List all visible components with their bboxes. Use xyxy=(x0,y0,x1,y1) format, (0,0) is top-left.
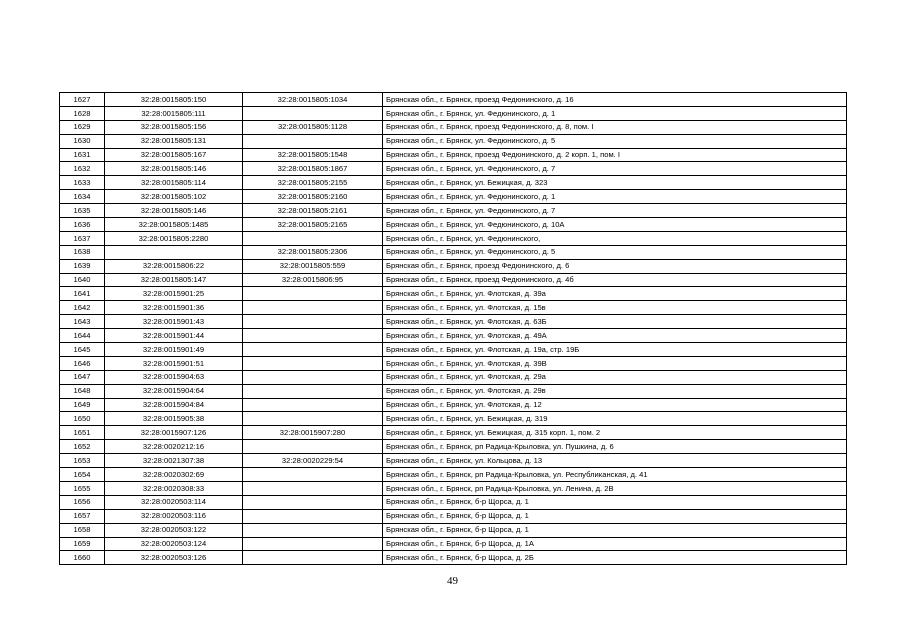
row-number-cell: 1648 xyxy=(60,384,105,398)
address-cell: Брянская обл., г. Брянск, проезд Федюнинского, д. 16 xyxy=(383,93,847,107)
address-cell: Брянская обл., г. Брянск, ул. Флотская, д. 29в xyxy=(383,384,847,398)
cadastral-number-cell: 32:28:0015901:36 xyxy=(105,301,243,315)
cadastral-number-cell: 32:28:0015805:150 xyxy=(105,93,243,107)
address-cell: Брянская обл., г. Брянск, ул. Бежицкая, д. 323 xyxy=(383,176,847,190)
cadastral-number-cell: 32:28:0015904:84 xyxy=(105,398,243,412)
table-row xyxy=(60,495,847,509)
address-cell: Брянская обл., г. Брянск, ул. Федюнинского, д. 5 xyxy=(383,134,847,148)
row-number-cell: 1652 xyxy=(60,440,105,454)
table-row xyxy=(60,329,847,343)
related-cadastral-number-cell xyxy=(243,440,383,454)
row-number-cell: 1632 xyxy=(60,162,105,176)
row-number-cell: 1628 xyxy=(60,106,105,120)
row-number-cell: 1657 xyxy=(60,509,105,523)
related-cadastral-number-cell: 32:28:0015805:2306 xyxy=(243,245,383,259)
cadastral-number-cell: 32:28:0015901:44 xyxy=(105,329,243,343)
table-row xyxy=(60,481,847,495)
cadastral-number-cell: 32:28:0020503:114 xyxy=(105,495,243,509)
address-cell: Брянская обл., г. Брянск, ул. Федюнинского, д. 1 xyxy=(383,106,847,120)
row-number-cell: 1638 xyxy=(60,245,105,259)
row-number-cell: 1643 xyxy=(60,315,105,329)
table-row xyxy=(60,426,847,440)
address-cell: Брянская обл., г. Брянск, ул. Флотская, д. 39а xyxy=(383,287,847,301)
cadastral-number-cell: 32:28:0015904:64 xyxy=(105,384,243,398)
table-row xyxy=(60,259,847,273)
address-cell: Брянская обл., г. Брянск, ул. Федюнинского, д. 7 xyxy=(383,204,847,218)
related-cadastral-number-cell: 32:28:0015805:1128 xyxy=(243,120,383,134)
related-cadastral-number-cell: 32:28:0015805:1548 xyxy=(243,148,383,162)
address-cell: Брянская обл., г. Брянск, ул. Бежицкая, д. 315 корп. 1, пом. 2 xyxy=(383,426,847,440)
cadastral-number-cell: 32:28:0020503:122 xyxy=(105,523,243,537)
related-cadastral-number-cell: 32:28:0020229:54 xyxy=(243,454,383,468)
address-cell: Брянская обл., г. Брянск, ул. Федюнинского, д. 5 xyxy=(383,245,847,259)
row-number-cell: 1658 xyxy=(60,523,105,537)
table-row xyxy=(60,176,847,190)
address-cell: Брянская обл., г. Брянск, проезд Федюнинского, д. 4б xyxy=(383,273,847,287)
address-cell: Брянская обл., г. Брянск, ул. Бежицкая, д. 319 xyxy=(383,412,847,426)
related-cadastral-number-cell xyxy=(243,106,383,120)
related-cadastral-number-cell: 32:28:0015805:2160 xyxy=(243,190,383,204)
related-cadastral-number-cell xyxy=(243,523,383,537)
address-cell: Брянская обл., г. Брянск, б-р Щорса, д. 2Б xyxy=(383,551,847,565)
table-row xyxy=(60,384,847,398)
related-cadastral-number-cell xyxy=(243,231,383,245)
cadastral-number-cell: 32:28:0020503:116 xyxy=(105,509,243,523)
cadastral-number-cell: 32:28:0021307:38 xyxy=(105,454,243,468)
row-number-cell: 1639 xyxy=(60,259,105,273)
cadastral-number-cell: 32:28:0015901:25 xyxy=(105,287,243,301)
table-row xyxy=(60,398,847,412)
related-cadastral-number-cell: 32:28:0015805:1034 xyxy=(243,93,383,107)
address-cell: Брянская обл., г. Брянск, ул. Федюнинского, д. 1 xyxy=(383,190,847,204)
related-cadastral-number-cell xyxy=(243,481,383,495)
table-row xyxy=(60,245,847,259)
cadastral-number-cell: 32:28:0015805:102 xyxy=(105,190,243,204)
row-number-cell: 1650 xyxy=(60,412,105,426)
page-number: 49 xyxy=(447,575,458,587)
address-cell: Брянская обл., г. Брянск, б-р Щорса, д. 1А xyxy=(383,537,847,551)
cadastral-number-cell: 32:28:0015904:63 xyxy=(105,370,243,384)
table-row xyxy=(60,412,847,426)
cadastral-number-cell: 32:28:0015806:22 xyxy=(105,259,243,273)
address-cell: Брянская обл., г. Брянск, ул. Флотская, д. 12 xyxy=(383,398,847,412)
row-number-cell: 1654 xyxy=(60,468,105,482)
row-number-cell: 1660 xyxy=(60,551,105,565)
table-row xyxy=(60,106,847,120)
related-cadastral-number-cell xyxy=(243,356,383,370)
row-number-cell: 1645 xyxy=(60,343,105,357)
cadastral-number-cell: 32:28:0020308:33 xyxy=(105,481,243,495)
registry-table-body xyxy=(60,93,847,565)
address-cell: Брянская обл., г. Брянск, б-р Щорса, д. 1 xyxy=(383,495,847,509)
cadastral-number-cell: 32:28:0020503:126 xyxy=(105,551,243,565)
related-cadastral-number-cell xyxy=(243,384,383,398)
address-cell: Брянская обл., г. Брянск, ул. Кольцова, д. 13 xyxy=(383,454,847,468)
table-row xyxy=(60,162,847,176)
cadastral-number-cell: 32:28:0020302:69 xyxy=(105,468,243,482)
row-number-cell: 1640 xyxy=(60,273,105,287)
cadastral-number-cell: 32:28:0020503:124 xyxy=(105,537,243,551)
related-cadastral-number-cell xyxy=(243,537,383,551)
related-cadastral-number-cell xyxy=(243,301,383,315)
cadastral-number-cell: 32:28:0015805:111 xyxy=(105,106,243,120)
table-row xyxy=(60,370,847,384)
related-cadastral-number-cell xyxy=(243,287,383,301)
related-cadastral-number-cell xyxy=(243,329,383,343)
table-row xyxy=(60,440,847,454)
table-row xyxy=(60,468,847,482)
address-cell: Брянская обл., г. Брянск, ул. Флотская, д. 39В xyxy=(383,356,847,370)
cadastral-number-cell: 32:28:0020212:16 xyxy=(105,440,243,454)
related-cadastral-number-cell: 32:28:0015805:2155 xyxy=(243,176,383,190)
address-cell: Брянская обл., г. Брянск, ул. Федюнинского, xyxy=(383,231,847,245)
table-row xyxy=(60,343,847,357)
row-number-cell: 1646 xyxy=(60,356,105,370)
table-row xyxy=(60,287,847,301)
address-cell: Брянская обл., г. Брянск, рп Радица-Крыловка, ул. Ленина, д. 2В xyxy=(383,481,847,495)
table-row xyxy=(60,120,847,134)
related-cadastral-number-cell xyxy=(243,551,383,565)
row-number-cell: 1636 xyxy=(60,218,105,232)
related-cadastral-number-cell xyxy=(243,468,383,482)
row-number-cell: 1633 xyxy=(60,176,105,190)
row-number-cell: 1637 xyxy=(60,231,105,245)
table-row xyxy=(60,231,847,245)
related-cadastral-number-cell: 32:28:0015805:2165 xyxy=(243,218,383,232)
cadastral-number-cell: 32:28:0015905:38 xyxy=(105,412,243,426)
address-cell: Брянская обл., г. Брянск, ул. Флотская, д. 63Б xyxy=(383,315,847,329)
address-cell: Брянская обл., г. Брянск, б-р Щорса, д. 1 xyxy=(383,523,847,537)
table-row xyxy=(60,301,847,315)
address-cell: Брянская обл., г. Брянск, ул. Флотская, д. 15в xyxy=(383,301,847,315)
address-cell: Брянская обл., г. Брянск, ул. Флотская, д. 19а, стр. 19Б xyxy=(383,343,847,357)
row-number-cell: 1659 xyxy=(60,537,105,551)
row-number-cell: 1635 xyxy=(60,204,105,218)
row-number-cell: 1631 xyxy=(60,148,105,162)
row-number-cell: 1627 xyxy=(60,93,105,107)
row-number-cell: 1630 xyxy=(60,134,105,148)
table-row xyxy=(60,509,847,523)
row-number-cell: 1644 xyxy=(60,329,105,343)
table-row xyxy=(60,315,847,329)
row-number-cell: 1642 xyxy=(60,301,105,315)
table-row xyxy=(60,454,847,468)
related-cadastral-number-cell xyxy=(243,509,383,523)
related-cadastral-number-cell xyxy=(243,315,383,329)
related-cadastral-number-cell xyxy=(243,412,383,426)
table-row xyxy=(60,523,847,537)
table-row xyxy=(60,190,847,204)
row-number-cell: 1641 xyxy=(60,287,105,301)
address-cell: Брянская обл., г. Брянск, рп Радица-Крыловка, ул. Пушкина, д. 6 xyxy=(383,440,847,454)
table-row xyxy=(60,356,847,370)
table-row xyxy=(60,148,847,162)
table-row xyxy=(60,204,847,218)
cadastral-number-cell: 32:28:0015805:167 xyxy=(105,148,243,162)
related-cadastral-number-cell: 32:28:0015806:95 xyxy=(243,273,383,287)
row-number-cell: 1647 xyxy=(60,370,105,384)
cadastral-number-cell: 32:28:0015907:126 xyxy=(105,426,243,440)
cadastral-number-cell: 32:28:0015805:146 xyxy=(105,204,243,218)
address-cell: Брянская обл., г. Брянск, ул. Флотская, д. 49А xyxy=(383,329,847,343)
address-cell: Брянская обл., г. Брянск, проезд Федюнинского, д. 6 xyxy=(383,259,847,273)
table-row xyxy=(60,134,847,148)
table-row xyxy=(60,273,847,287)
cadastral-number-cell: 32:28:0015805:1485 xyxy=(105,218,243,232)
table-row xyxy=(60,218,847,232)
row-number-cell: 1629 xyxy=(60,120,105,134)
cadastral-number-cell: 32:28:0015805:114 xyxy=(105,176,243,190)
cadastral-number-cell: 32:28:0015805:146 xyxy=(105,162,243,176)
related-cadastral-number-cell: 32:28:0015907:280 xyxy=(243,426,383,440)
related-cadastral-number-cell xyxy=(243,495,383,509)
table-row xyxy=(60,93,847,107)
related-cadastral-number-cell xyxy=(243,134,383,148)
related-cadastral-number-cell: 32:28:0015805:559 xyxy=(243,259,383,273)
related-cadastral-number-cell xyxy=(243,398,383,412)
address-cell: Брянская обл., г. Брянск, проезд Федюнинского, д. 8, пом. I xyxy=(383,120,847,134)
address-cell: Брянская обл., г. Брянск, проезд Федюнинского, д. 2 корп. 1, пом. I xyxy=(383,148,847,162)
related-cadastral-number-cell: 32:28:0015805:2161 xyxy=(243,204,383,218)
cadastral-number-cell: 32:28:0015901:49 xyxy=(105,343,243,357)
cadastral-number-cell: 32:28:0015805:156 xyxy=(105,120,243,134)
cadastral-number-cell: 32:28:0015805:131 xyxy=(105,134,243,148)
registry-table xyxy=(59,92,847,565)
address-cell: Брянская обл., г. Брянск, рп Радица-Крыловка, ул. Республиканская, д. 41 xyxy=(383,468,847,482)
row-number-cell: 1649 xyxy=(60,398,105,412)
related-cadastral-number-cell xyxy=(243,370,383,384)
related-cadastral-number-cell: 32:28:0015805:1867 xyxy=(243,162,383,176)
row-number-cell: 1634 xyxy=(60,190,105,204)
table-row xyxy=(60,551,847,565)
address-cell: Брянская обл., г. Брянск, ул. Федюнинского, д. 7 xyxy=(383,162,847,176)
address-cell: Брянская обл., г. Брянск, ул. Федюнинского, д. 10А xyxy=(383,218,847,232)
row-number-cell: 1653 xyxy=(60,454,105,468)
row-number-cell: 1656 xyxy=(60,495,105,509)
cadastral-number-cell: 32:28:0015901:51 xyxy=(105,356,243,370)
row-number-cell: 1655 xyxy=(60,481,105,495)
cadastral-number-cell xyxy=(105,245,243,259)
row-number-cell: 1651 xyxy=(60,426,105,440)
cadastral-number-cell: 32:28:0015805:2280 xyxy=(105,231,243,245)
table-row xyxy=(60,537,847,551)
address-cell: Брянская обл., г. Брянск, б-р Щорса, д. 1 xyxy=(383,509,847,523)
cadastral-number-cell: 32:28:0015901:43 xyxy=(105,315,243,329)
cadastral-number-cell: 32:28:0015805:147 xyxy=(105,273,243,287)
related-cadastral-number-cell xyxy=(243,343,383,357)
address-cell: Брянская обл., г. Брянск, ул. Флотская, д. 29а xyxy=(383,370,847,384)
